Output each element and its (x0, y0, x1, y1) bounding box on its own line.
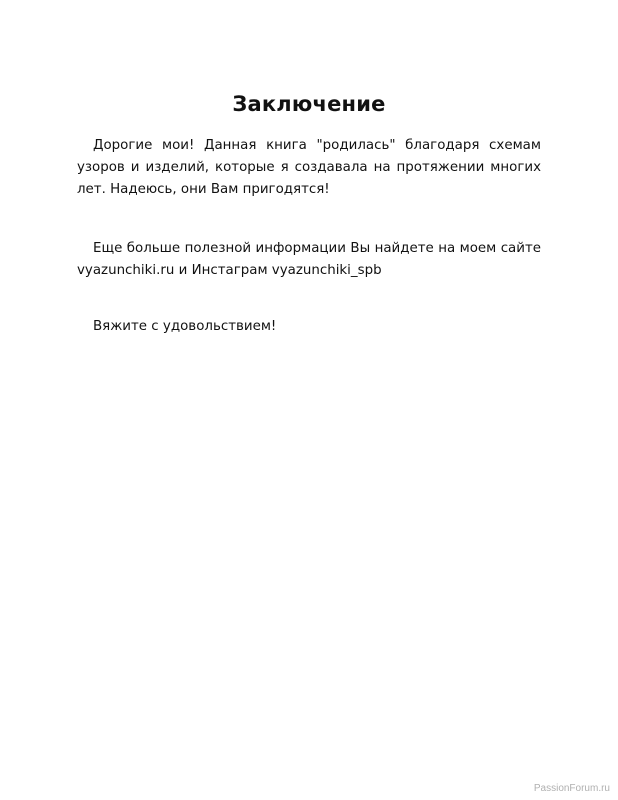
watermark: PassionForum.ru (533, 783, 610, 794)
paragraph-intro: Дорогие мои! Данная книга "родилась" благодаря схемам узоров и изделий, которые я создавала на протяжении многих лет. Надеюсь, они Вам пригодятся! (77, 138, 541, 197)
paragraph-links: Еще больше полезной информации Вы найдете на моем сайте vyazunchiki.ru и Инстаграм vyazunchiki_spb (77, 241, 541, 278)
paragraph-closing: Вяжите с удовольствием! (93, 319, 277, 334)
page-title: Заключение (232, 92, 386, 116)
